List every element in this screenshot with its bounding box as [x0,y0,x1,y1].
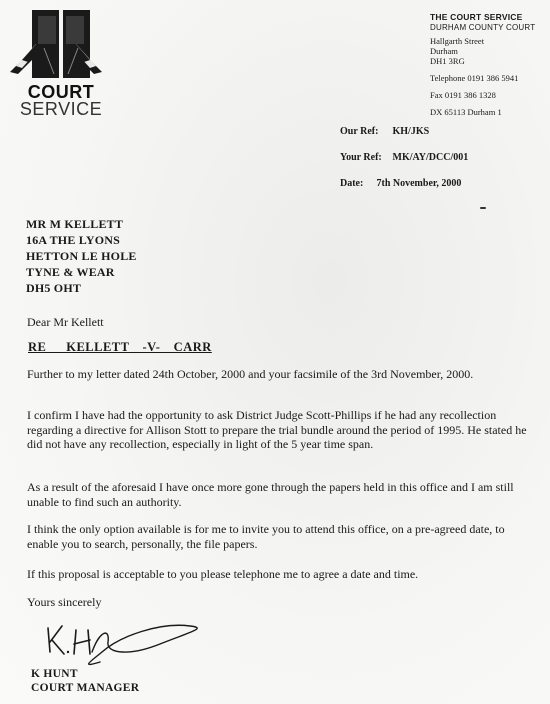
handwritten-signature [40,600,210,670]
recipient-line: HETTON LE HOLE [26,249,137,263]
logo-text-service: SERVICE [19,99,103,119]
recipient-line: DH5 OHT [26,281,82,295]
our-ref [340,126,468,152]
body-paragraph: As a result of the aforesaid I have once more gone through the papers held in this office and I am still unable to find such an authority. [27,480,514,509]
your-ref [340,152,468,178]
court-service-logo [6,8,106,119]
sender-address-line: Durham [430,46,458,56]
signatory-name: K HUNT [31,668,78,680]
reference-block [340,126,468,204]
salutation: Dear Mr Kellett [27,315,104,329]
signatory-title: COURT MANAGER [31,682,140,694]
sender-address [430,36,548,66]
ref-value: 7th November, 2000 [376,178,462,189]
logo-text-court: COURT [27,82,95,102]
subject-line: RE KELLETT -V- CARR [28,340,212,354]
sender-organisation: THE COURT SERVICE [430,12,523,22]
scan-speck [480,207,486,209]
body-paragraph: I think the only option available is for me to invite you to attend this office, on a pre-agreed date, to enable you to search, personally, the file papers. [27,522,505,551]
ref-label: Our Ref: [340,126,379,137]
closing: Yours sincerely [27,595,102,609]
ref-value: MK/AY/DCC/001 [392,152,469,163]
sender-block [430,12,548,117]
scales-of-justice-icon [6,8,106,83]
body-paragraph: If this proposal is acceptable to you please telephone me to agree a date and time. [27,567,419,581]
ref-label: Your Ref: [340,152,382,163]
recipient-line: 16A THE LYONS [26,233,120,247]
recipient-address [26,216,137,296]
sender-court-name: DURHAM COUNTY COURT [430,23,536,32]
ref-value: KH/JKS [392,126,430,137]
sender-fax: Fax 0191 386 1328 [430,90,496,100]
letter-date [340,178,468,204]
sender-telephone: Telephone 0191 386 5941 [430,73,519,83]
sender-dx: DX 65113 Durham 1 [430,107,502,117]
sender-address-line: Hallgarth Street [430,36,485,46]
recipient-line: MR M KELLETT [26,217,124,231]
body-paragraph: Further to my letter dated 24th October, 2000 and your facsimile of the 3rd November, 2000. [27,367,474,381]
recipient-line: TYNE & WEAR [26,265,115,279]
body-paragraph: I confirm I have had the opportunity to ask District Judge Scott-Phillips if he had any recollection regarding a directive for Allison Stott to prepare the trial bundle around the period of 1995. He stated he did not have any recollection, especially in light of the 5 year time span. [27,408,527,451]
ref-label: Date: [340,178,364,189]
sender-address-line: DH1 3RG [430,56,465,66]
